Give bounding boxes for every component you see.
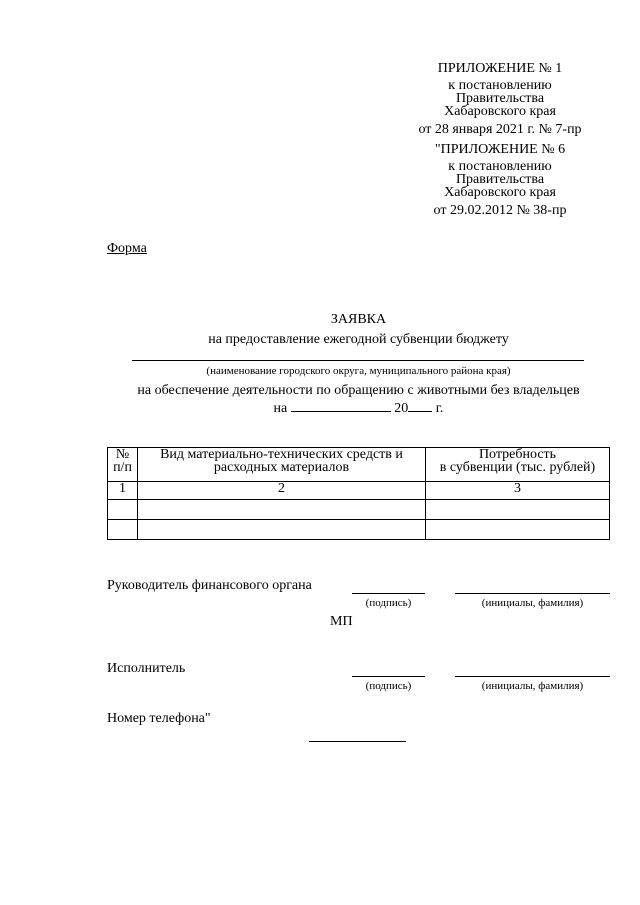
table-cell bbox=[108, 500, 138, 520]
header-need-line-1: Потребность bbox=[478, 447, 557, 462]
header-block bbox=[400, 60, 600, 219]
table-cell bbox=[426, 520, 610, 540]
period-year: 20 bbox=[394, 401, 409, 416]
header-number bbox=[108, 448, 138, 482]
materials-table bbox=[107, 447, 610, 540]
phone-line bbox=[309, 741, 406, 742]
to-resolution-2: к постановлению bbox=[448, 159, 552, 174]
table-cell bbox=[138, 500, 426, 520]
table-row bbox=[108, 500, 610, 520]
period-month-blank bbox=[291, 399, 391, 412]
table-cell bbox=[108, 520, 138, 540]
table-row bbox=[108, 520, 610, 540]
document-title: ЗАЯВКА bbox=[330, 312, 387, 327]
title-line-3 bbox=[107, 399, 610, 416]
stamp-label: МП bbox=[330, 614, 353, 629]
executor-name-line bbox=[455, 676, 610, 677]
executor-signature-caption: (подпись) bbox=[365, 680, 412, 692]
header-material-line-1: Вид материально-технических средств и bbox=[160, 447, 403, 462]
to-resolution-1: к постановлению bbox=[448, 78, 552, 93]
title-line-1: на предоставление ежегодной субвенции бюджету bbox=[208, 332, 509, 347]
table-header-row bbox=[108, 448, 610, 482]
head-name-line bbox=[455, 593, 610, 594]
header-number-line-2: п/п bbox=[113, 460, 132, 475]
table-numbering-row bbox=[108, 482, 610, 500]
col-number-3: 3 bbox=[426, 482, 610, 500]
table-cell bbox=[426, 500, 610, 520]
executor-name-caption: (инициалы, фамилия) bbox=[481, 680, 584, 692]
phone-label: Номер телефона" bbox=[107, 711, 211, 726]
municipality-name-line bbox=[132, 360, 584, 361]
header-need bbox=[426, 448, 610, 482]
head-label: Руководитель финансового органа bbox=[107, 578, 312, 593]
date-1: от 28 января 2021 г. № 7-пр bbox=[418, 122, 582, 137]
form-label: Форма bbox=[107, 241, 147, 256]
head-signature-caption: (подпись) bbox=[365, 597, 412, 609]
header-need-line-2: в субвенции (тыс. рублей) bbox=[439, 460, 596, 475]
region-2: Хабаровского края bbox=[444, 185, 556, 200]
header-number-line-1: № bbox=[115, 447, 130, 462]
head-signature-line bbox=[352, 593, 425, 594]
date-2: от 29.02.2012 № 38-пр bbox=[433, 203, 567, 218]
col-number-1: 1 bbox=[108, 482, 138, 500]
region-1: Хабаровского края bbox=[444, 104, 556, 119]
period-prefix: на bbox=[273, 401, 288, 416]
header-material bbox=[138, 448, 426, 482]
title-line-2: на обеспечение деятельности по обращению с животными без владельцев bbox=[137, 383, 580, 398]
table-cell bbox=[138, 520, 426, 540]
header-material-line-2: расходных материалов bbox=[213, 460, 350, 475]
col-number-2: 2 bbox=[138, 482, 426, 500]
government-1: Правительства bbox=[455, 91, 545, 106]
executor-label: Исполнитель bbox=[107, 661, 186, 676]
appendix-6-title: "ПРИЛОЖЕНИЕ № 6 bbox=[434, 142, 566, 157]
appendix-1-title: ПРИЛОЖЕНИЕ № 1 bbox=[437, 61, 563, 76]
period-year-blank bbox=[408, 399, 432, 412]
period-suffix: г. bbox=[435, 401, 444, 416]
executor-signature-line bbox=[352, 676, 425, 677]
government-2: Правительства bbox=[455, 172, 545, 187]
head-name-caption: (инициалы, фамилия) bbox=[481, 597, 584, 609]
municipality-caption: (наименование городского округа, муниципального района края) bbox=[206, 365, 511, 377]
